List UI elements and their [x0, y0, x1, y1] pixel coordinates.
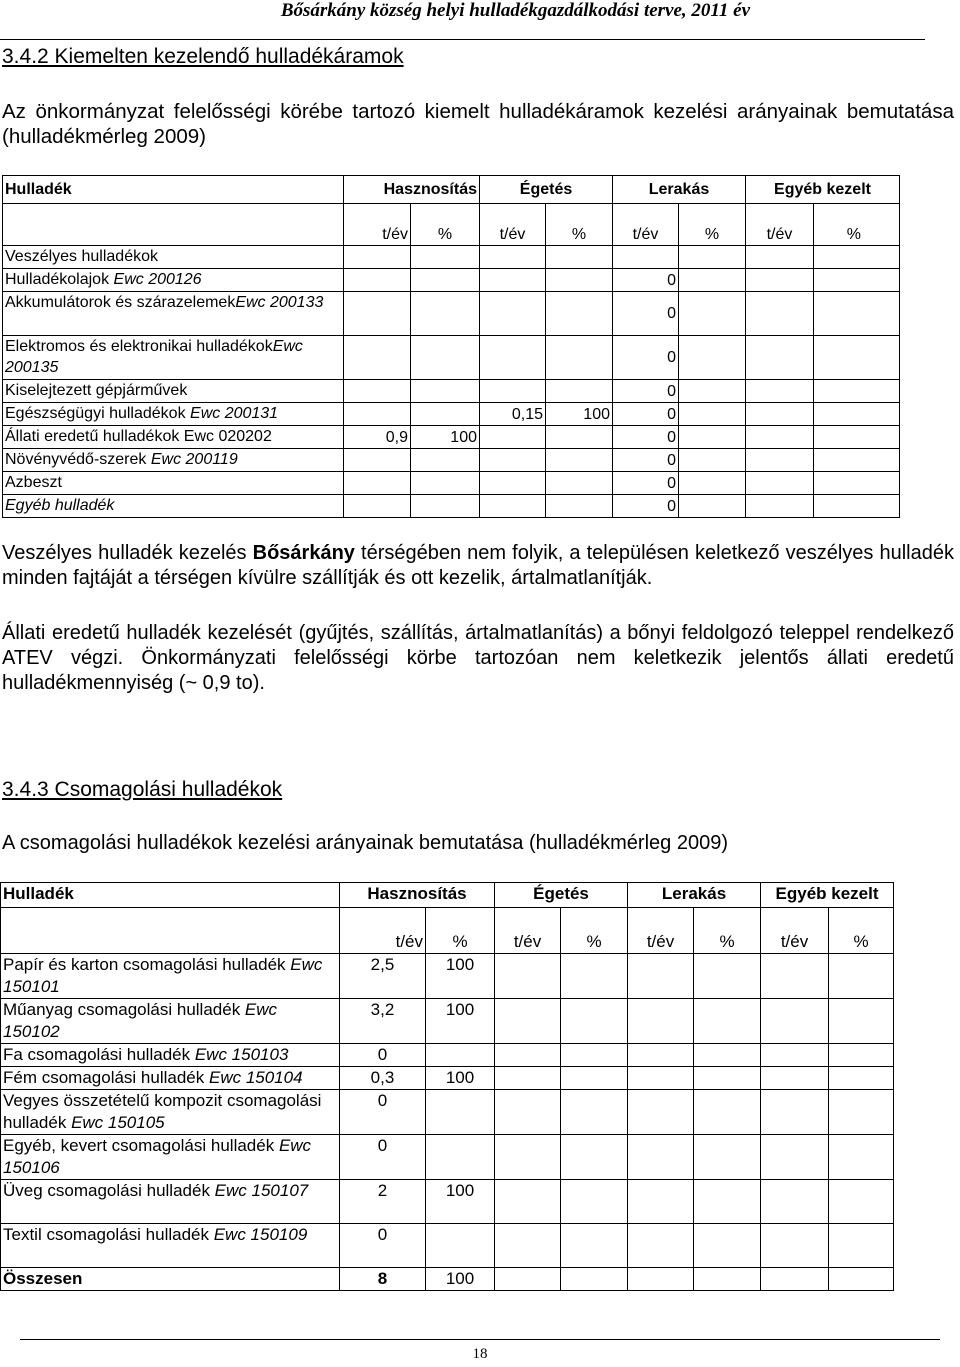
value-cell [344, 403, 411, 426]
unit-cell: % [411, 204, 480, 246]
waste-name: Fa csomagolási hulladék [3, 1045, 195, 1064]
value-cell: 100 [426, 1180, 495, 1224]
table-row [3, 380, 900, 403]
value-cell [679, 449, 746, 472]
value-cell: 0 [613, 449, 679, 472]
value-cell [628, 1044, 694, 1067]
value-cell [829, 1180, 894, 1224]
value-cell [495, 1090, 561, 1135]
value-cell [829, 1044, 894, 1067]
total-value-cell [694, 1268, 761, 1291]
col-header-egetes: Égetés [480, 176, 613, 204]
waste-name-cell [1, 954, 340, 999]
value-cell [480, 426, 546, 449]
waste-name: Egyéb, kevert csomagolási hulladék [3, 1136, 279, 1155]
value-cell [344, 472, 411, 495]
waste-name-cell [1, 1135, 340, 1180]
value-cell: 2,5 [340, 954, 426, 999]
waste-name-cell [3, 292, 344, 336]
value-cell [814, 449, 900, 472]
unit-cell: % [829, 908, 894, 954]
value-cell: 0 [340, 1090, 426, 1135]
col-header-egyeb-kezelt: Egyéb kezelt [746, 176, 900, 204]
value-cell [679, 380, 746, 403]
value-cell [628, 1090, 694, 1135]
table-total-row [1, 1268, 894, 1291]
value-cell [628, 1180, 694, 1224]
waste-name: Egészségügyi hulladékok [5, 405, 191, 422]
value-cell [694, 1090, 761, 1135]
value-cell [694, 1044, 761, 1067]
value-cell [344, 292, 411, 336]
waste-name: Vegyes összetételű kompozit csomagolási hulladék [3, 1091, 322, 1132]
waste-name: Hulladékolajok [5, 271, 114, 288]
table-row [3, 269, 900, 292]
value-cell: 0 [613, 380, 679, 403]
unit-cell: t/év [628, 908, 694, 954]
col-header-lerakas: Lerakás [613, 176, 746, 204]
value-cell [679, 403, 746, 426]
value-cell [546, 380, 613, 403]
table-row [3, 292, 900, 336]
value-cell [628, 954, 694, 999]
value-cell: 0 [340, 1224, 426, 1268]
waste-name-cell [3, 380, 344, 403]
table-row [1, 954, 894, 999]
value-cell [829, 1224, 894, 1268]
section-heading-csomagolasi: 3.4.3 Csomagolási hulladékok [2, 778, 283, 801]
value-cell [495, 1067, 561, 1090]
value-cell [746, 449, 814, 472]
value-cell [480, 495, 546, 518]
ewc-code: Ewc 200131 [190, 405, 279, 422]
unit-cell: t/év [613, 204, 679, 246]
ewc-code: Ewc 150104 [208, 1068, 303, 1087]
value-cell [829, 1135, 894, 1180]
value-cell: 0,3 [340, 1067, 426, 1090]
col-header-hulladek: Hulladék [3, 176, 344, 204]
waste-name-cell [3, 426, 344, 449]
ewc-code: Ewc 150103 [194, 1045, 289, 1064]
table-row [1, 1135, 894, 1180]
value-cell [411, 495, 480, 518]
value-cell [814, 269, 900, 292]
value-cell [746, 472, 814, 495]
table-row [3, 495, 900, 518]
value-cell [694, 1180, 761, 1224]
value-cell: 100 [426, 954, 495, 999]
value-cell [829, 1067, 894, 1090]
value-cell [480, 269, 546, 292]
value-cell [814, 472, 900, 495]
value-cell [561, 1135, 628, 1180]
value-cell [546, 472, 613, 495]
value-cell: 100 [546, 403, 613, 426]
value-cell [546, 292, 613, 336]
unit-cell: % [694, 908, 761, 954]
value-cell [761, 1135, 829, 1180]
value-cell [679, 292, 746, 336]
value-cell [546, 269, 613, 292]
value-cell [746, 495, 814, 518]
waste-name: Azbeszt [5, 474, 62, 491]
section-heading-kiemelt: 3.4.2 Kiemelten kezelendő hulladékáramok [2, 45, 404, 68]
unit-cell: t/év [340, 908, 426, 954]
value-cell [746, 336, 814, 380]
value-cell [679, 336, 746, 380]
table-row [1, 1180, 894, 1224]
value-cell [694, 1067, 761, 1090]
unit-cell: t/év [746, 204, 814, 246]
footer-divider [20, 1339, 940, 1340]
ewc-code: Ewc 150109 [213, 1225, 308, 1244]
value-cell [426, 1044, 495, 1067]
waste-name-cell [3, 403, 344, 426]
ewc-code: Ewc 150102 [3, 1000, 278, 1041]
total-label: Összesen [1, 1268, 340, 1291]
waste-name-cell [3, 246, 344, 269]
waste-name: Műanyag csomagolási hulladék [3, 1000, 245, 1019]
value-cell [480, 449, 546, 472]
value-cell [480, 336, 546, 380]
table-units-row [1, 908, 894, 954]
value-cell: 0 [340, 1135, 426, 1180]
value-cell [814, 246, 900, 269]
waste-name: Növényvédő-szerek [5, 451, 151, 468]
value-cell [746, 380, 814, 403]
col-header-hulladek: Hulladék [1, 883, 340, 908]
unit-cell: t/év [495, 908, 561, 954]
value-cell [761, 1180, 829, 1224]
value-cell [761, 1067, 829, 1090]
value-cell [679, 472, 746, 495]
value-cell [411, 403, 480, 426]
waste-name-cell [3, 495, 344, 518]
waste-name: Kiselejtezett gépjárművek [5, 382, 188, 399]
table-row [3, 403, 900, 426]
ewc-code: Egyéb hulladék [5, 497, 115, 514]
value-cell [761, 954, 829, 999]
table-row [3, 426, 900, 449]
ewc-code: Ewc 150105 [71, 1113, 165, 1132]
value-cell [495, 1044, 561, 1067]
waste-name-cell [1, 1067, 340, 1090]
col-header-hasznositas: Hasznosítás [340, 883, 495, 908]
value-cell [814, 495, 900, 518]
value-cell [814, 292, 900, 336]
value-cell [679, 246, 746, 269]
waste-name: Textil csomagolási hulladék [3, 1225, 214, 1244]
value-cell [761, 1090, 829, 1135]
value-cell [411, 380, 480, 403]
value-cell [679, 495, 746, 518]
value-cell [761, 999, 829, 1044]
ewc-code: Ewc 200133 [235, 294, 324, 311]
table-row [3, 246, 900, 269]
value-cell [561, 1224, 628, 1268]
waste-name: Üveg csomagolási hulladék [3, 1181, 215, 1200]
table-row [3, 336, 900, 380]
value-cell [679, 269, 746, 292]
value-cell: 0,15 [480, 403, 546, 426]
value-cell [561, 954, 628, 999]
value-cell [344, 495, 411, 518]
value-cell [344, 449, 411, 472]
waste-name: Állati eredetű hulladékok Ewc 020202 [5, 428, 272, 445]
value-cell [679, 426, 746, 449]
value-cell [628, 1135, 694, 1180]
value-cell: 100 [426, 1067, 495, 1090]
value-cell: 100 [411, 426, 480, 449]
page-number: 18 [472, 1346, 488, 1362]
col-header-egetes: Égetés [495, 883, 628, 908]
waste-name-cell [3, 449, 344, 472]
table-header-row [1, 883, 894, 908]
value-cell [814, 426, 900, 449]
unit-cell: % [814, 204, 900, 246]
col-header-egyeb-kezelt: Egyéb kezelt [761, 883, 894, 908]
value-cell [829, 999, 894, 1044]
value-cell [829, 954, 894, 999]
value-cell [746, 292, 814, 336]
packaging-waste-table [0, 882, 894, 1291]
value-cell [411, 449, 480, 472]
value-cell [426, 1224, 495, 1268]
value-cell [814, 380, 900, 403]
value-cell: 0 [613, 472, 679, 495]
paragraph-animal-waste: Állati eredetű hulladék kezelését (gyűjtés, szállítás, ártalmatlanítás) a bőnyi feldolgozó teleppel rendelkező ATEV végzi. Önkormányzati felelősségi körbe tartozóan nem keletkezik jelentős állati eredetű hulladékmennyiség (~ 0,9 to). [2, 622, 954, 694]
waste-name-cell [1, 1224, 340, 1268]
page-header-title: Bősárkány község helyi hulladékgazdálkodási terve, 2011 év [280, 0, 750, 21]
value-cell [411, 336, 480, 380]
value-cell: 0,9 [344, 426, 411, 449]
unit-cell: t/év [761, 908, 829, 954]
waste-name-cell [3, 336, 344, 380]
value-cell [814, 403, 900, 426]
value-cell [814, 336, 900, 380]
value-cell: 0 [613, 336, 679, 380]
waste-name-cell [1, 1044, 340, 1067]
ewc-code: Ewc 200119 [150, 451, 238, 468]
value-cell [694, 999, 761, 1044]
value-cell [561, 1044, 628, 1067]
col-header-lerakas: Lerakás [628, 883, 761, 908]
value-cell: 100 [426, 999, 495, 1044]
value-cell [495, 954, 561, 999]
table-row [1, 999, 894, 1044]
waste-name: Veszélyes hulladékok [5, 248, 158, 265]
paragraph-hazardous-treatment: Veszélyes hulladék kezelés Bősárkány térségében nem folyik, a településen keletkező veszélyes hulladék minden fajtáját a térségen kívülre szállítják és ott kezelik, ártalmatlanítják. [2, 542, 954, 589]
total-value-cell [561, 1268, 628, 1291]
value-cell [546, 449, 613, 472]
waste-name-cell [1, 1090, 340, 1135]
table-row [1, 1224, 894, 1268]
waste-name: Fém csomagolási hulladék [3, 1068, 209, 1087]
total-value-cell [829, 1268, 894, 1291]
total-value-cell [628, 1268, 694, 1291]
ewc-code: Ewc 200126 [113, 271, 202, 288]
value-cell: 0 [613, 269, 679, 292]
value-cell: 2 [340, 1180, 426, 1224]
unit-cell: % [426, 908, 495, 954]
table-row [3, 449, 900, 472]
value-cell [426, 1135, 495, 1180]
value-cell [628, 999, 694, 1044]
unit-cell: t/év [344, 204, 411, 246]
value-cell: 0 [613, 495, 679, 518]
total-value-cell: 8 [340, 1268, 426, 1291]
value-cell [561, 999, 628, 1044]
value-cell [495, 1180, 561, 1224]
value-cell: 3,2 [340, 999, 426, 1044]
value-cell [411, 269, 480, 292]
value-cell [628, 1224, 694, 1268]
total-value-cell [495, 1268, 561, 1291]
value-cell [495, 999, 561, 1044]
section-intro-kiemelt: Az önkormányzat felelősségi körébe tartozó kiemelt hulladékáramok kezelési arányainak bemutatása (hulladékmérleg 2009) [2, 100, 954, 148]
value-cell [411, 292, 480, 336]
waste-name-cell [3, 472, 344, 495]
value-cell [613, 246, 679, 269]
value-cell [561, 1090, 628, 1135]
value-cell [411, 472, 480, 495]
value-cell [546, 246, 613, 269]
value-cell [480, 292, 546, 336]
unit-cell: % [561, 908, 628, 954]
value-cell [344, 269, 411, 292]
ewc-code: Ewc 150107 [214, 1181, 309, 1200]
value-cell [746, 246, 814, 269]
waste-name: Papír és karton csomagolási hulladék [3, 955, 291, 974]
value-cell [694, 1135, 761, 1180]
value-cell: 0 [340, 1044, 426, 1067]
unit-cell: % [546, 204, 613, 246]
unit-cell: t/év [480, 204, 546, 246]
table-row [3, 472, 900, 495]
total-value-cell [761, 1268, 829, 1291]
value-cell [561, 1067, 628, 1090]
ewc-code: Ewc 200135 [5, 338, 303, 376]
unit-cell: % [679, 204, 746, 246]
value-cell [344, 380, 411, 403]
value-cell [546, 495, 613, 518]
ewc-code: Ewc 150101 [3, 955, 323, 996]
value-cell [761, 1044, 829, 1067]
value-cell [426, 1090, 495, 1135]
waste-name: Akkumulátorok és szárazelemek [5, 294, 236, 311]
value-cell [761, 1224, 829, 1268]
value-cell [495, 1224, 561, 1268]
section-intro-csomagolasi: A csomagolási hulladékok kezelési arányainak bemutatása (hulladékmérleg 2009) [2, 832, 728, 854]
col-header-hasznositas: Hasznosítás [344, 176, 480, 204]
value-cell [746, 403, 814, 426]
hazardous-waste-table [2, 175, 900, 518]
table-row [1, 1067, 894, 1090]
value-cell [746, 269, 814, 292]
value-cell [344, 246, 411, 269]
value-cell [628, 1067, 694, 1090]
value-cell [546, 336, 613, 380]
value-cell [694, 1224, 761, 1268]
value-cell [344, 336, 411, 380]
value-cell [480, 380, 546, 403]
waste-name-cell [3, 269, 344, 292]
value-cell: 0 [613, 403, 679, 426]
waste-name: Elektromos és elektronikai hulladékok [5, 338, 273, 355]
value-cell [495, 1135, 561, 1180]
value-cell: 0 [613, 426, 679, 449]
ewc-code: Ewc 150106 [3, 1136, 312, 1177]
table-header-row [3, 176, 900, 204]
header-divider [0, 39, 925, 40]
total-value-cell: 100 [426, 1268, 495, 1291]
waste-name-cell [1, 1180, 340, 1224]
waste-name-cell [1, 999, 340, 1044]
table-units-row [3, 204, 900, 246]
value-cell [546, 426, 613, 449]
value-cell [411, 246, 480, 269]
table-row [1, 1044, 894, 1067]
value-cell [561, 1180, 628, 1224]
value-cell [694, 954, 761, 999]
value-cell: 0 [613, 292, 679, 336]
value-cell [829, 1090, 894, 1135]
value-cell [746, 426, 814, 449]
value-cell [480, 246, 546, 269]
value-cell [480, 472, 546, 495]
table-row [1, 1090, 894, 1135]
